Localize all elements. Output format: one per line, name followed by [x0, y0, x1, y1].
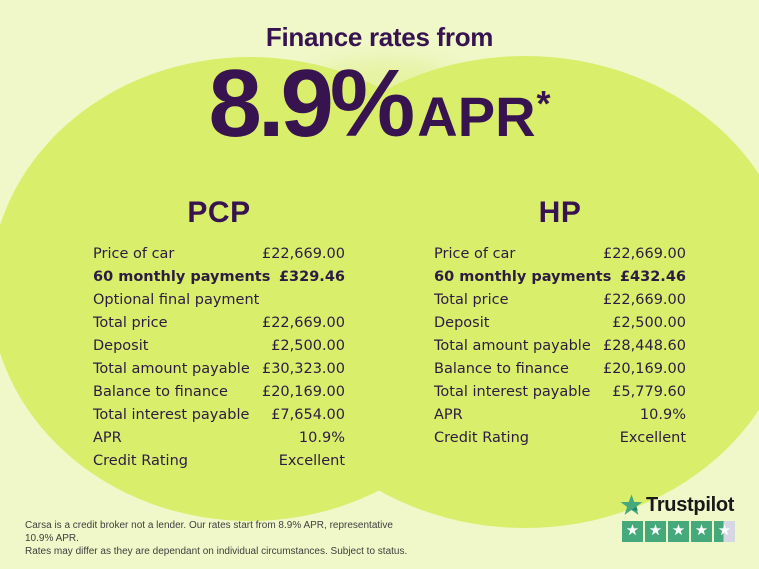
row-label: Price of car	[434, 246, 516, 262]
pcp-column	[93, 196, 345, 473]
rating-star-box	[668, 521, 689, 542]
finance-row	[93, 450, 345, 473]
row-label: Deposit	[434, 315, 490, 331]
row-value: £20,169.00	[261, 384, 345, 400]
disclaimer-line-1: Carsa is a credit broker not a lender. Our rates start from 8.9% APR, representative 10.9% APR.	[25, 520, 393, 544]
row-value: £28,448.60	[602, 338, 686, 354]
finance-row	[434, 312, 686, 335]
trustpilot-wordmark: Trustpilot	[646, 494, 735, 516]
hp-table	[434, 243, 686, 450]
pcp-table	[93, 243, 345, 473]
finance-row	[93, 312, 345, 335]
row-value: £329.46	[278, 269, 345, 285]
rating-star-box	[622, 521, 643, 542]
hp-column	[434, 196, 686, 450]
row-value: £7,654.00	[271, 407, 345, 423]
rating-star-icon: ★	[625, 521, 640, 539]
finance-row	[93, 404, 345, 427]
finance-row	[93, 289, 345, 312]
trustpilot-star-icon	[620, 494, 643, 517]
rating-star-box	[645, 521, 666, 542]
row-label: APR	[93, 430, 122, 446]
finance-row	[434, 427, 686, 450]
row-value: £5,779.60	[612, 384, 686, 400]
row-label: Credit Rating	[93, 453, 188, 469]
row-value: £22,669.00	[261, 315, 345, 331]
hp-column-title: HP	[538, 196, 582, 229]
row-value: £2,500.00	[612, 315, 686, 331]
finance-row	[93, 243, 345, 266]
row-value: £22,669.00	[602, 292, 686, 308]
row-value: £20,169.00	[602, 361, 686, 377]
rating-star-box	[691, 521, 712, 542]
row-value: £30,323.00	[261, 361, 345, 377]
row-value: Excellent	[619, 430, 686, 446]
row-label: Total amount payable	[434, 338, 591, 354]
row-value: 10.9%	[639, 407, 686, 423]
hero-rate: 8.9%	[208, 50, 412, 157]
row-label: 60 monthly payments	[434, 269, 612, 285]
row-label: Total interest payable	[93, 407, 250, 423]
row-label: Total price	[93, 315, 168, 331]
row-label: Total price	[434, 292, 509, 308]
finance-row	[434, 381, 686, 404]
finance-row	[434, 358, 686, 381]
finance-row	[93, 427, 345, 450]
pcp-column-title: PCP	[187, 196, 251, 229]
rating-star-icon: ★	[717, 521, 732, 539]
rating-stars	[622, 521, 740, 542]
disclaimer-line-2: Rates may differ as they are dependant on individual circumstances. Subject to status.	[25, 546, 408, 557]
row-label: Optional final payment	[93, 292, 260, 308]
rating-star-icon: ★	[694, 521, 709, 539]
rating-star-box-half	[714, 521, 735, 542]
row-label: Balance to finance	[434, 361, 569, 377]
finance-row	[93, 335, 345, 358]
row-value: £2,500.00	[271, 338, 345, 354]
rating-star-icon: ★	[648, 521, 663, 539]
hero-rate-group	[0, 50, 759, 157]
row-label: 60 monthly payments	[93, 269, 271, 285]
finance-row	[434, 404, 686, 427]
row-value: Excellent	[278, 453, 345, 469]
row-value: 10.9%	[298, 430, 345, 446]
trustpilot-logo-row	[620, 494, 740, 517]
rating-star-icon: ★	[671, 521, 686, 539]
row-label: Total amount payable	[93, 361, 250, 377]
finance-row	[434, 335, 686, 358]
row-label: Credit Rating	[434, 430, 529, 446]
row-value: £432.46	[619, 269, 686, 285]
row-label: Deposit	[93, 338, 149, 354]
disclaimer	[25, 519, 415, 558]
trustpilot-badge[interactable]	[620, 494, 740, 542]
page-title: Finance rates from	[265, 22, 494, 52]
finance-row	[93, 358, 345, 381]
finance-row	[93, 266, 345, 289]
finance-row	[93, 381, 345, 404]
row-label: APR	[434, 407, 463, 423]
finance-row	[434, 289, 686, 312]
row-label: Price of car	[93, 246, 175, 262]
finance-row	[434, 266, 686, 289]
finance-row	[434, 243, 686, 266]
hero-asterisk: *	[536, 83, 551, 124]
row-label: Balance to finance	[93, 384, 228, 400]
row-value: £22,669.00	[602, 246, 686, 262]
row-label: Total interest payable	[434, 384, 591, 400]
hero-apr-label: APR	[417, 85, 536, 148]
row-value: £22,669.00	[261, 246, 345, 262]
